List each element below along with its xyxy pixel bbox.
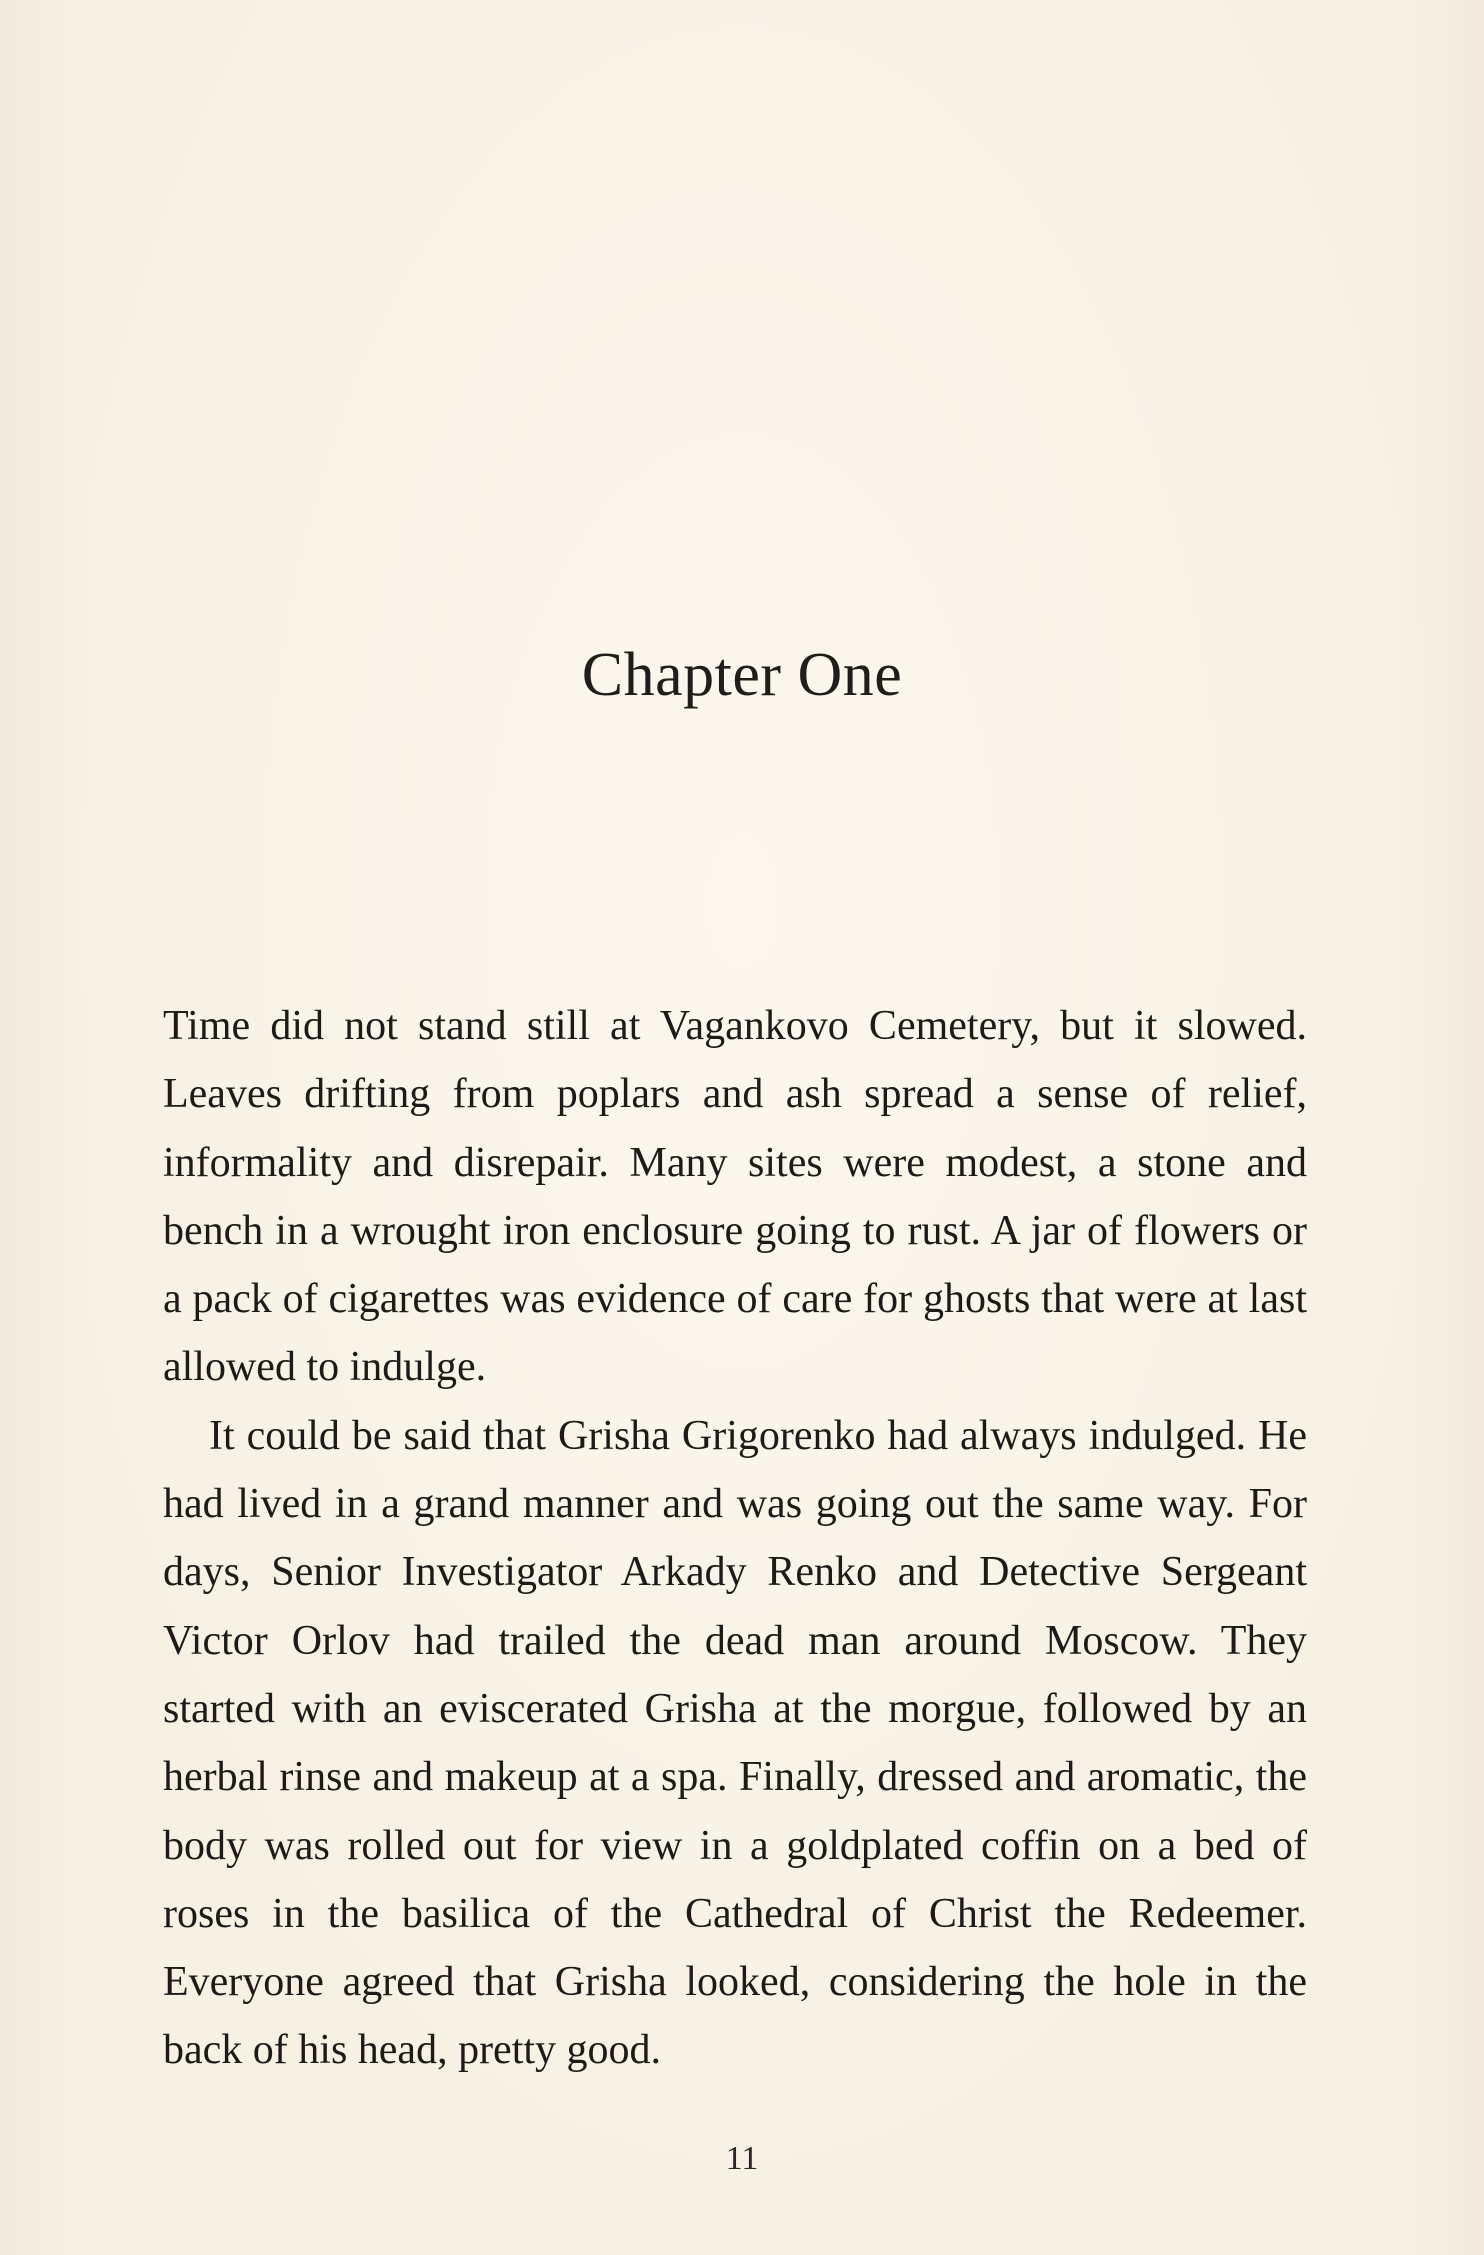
paragraph-2: It could be said that Grisha Grigorenko had always indulged. He had lived in a grand manner and was going out the same way. For days, Senior Investigator Arkady Renko and Detective Sergeant Victor Orlov had trailed the dead man around Moscow. They started with an eviscerated Grisha at the morgue, followed by an herbal rinse and makeup at a spa. Finally, dressed and aromatic, the body was rolled out for view in a goldplated coffin on a bed of roses in the basilica of the Cathedral of Christ the Redeemer. Everyone agreed that Grisha looked, considering the hole in the back of his head, pretty good. [163, 1412, 1307, 2074]
reverse-page-show-through [160, 170, 1340, 238]
paragraph-1: Time did not stand still at Vagankovo Cemetery, but it slowed. Leaves drifting from poplars and ash spread a sense of relief, informality and disrepair. Many sites were modest, a stone and bench in a wrought iron enclosure going to rust. A jar of flowers or a pack of cigarettes was evidence of care for ghosts that were at last allowed to indulge. [163, 1003, 1307, 1391]
chapter-title: Chapter One [581, 641, 903, 709]
page-number: 11 [725, 2140, 759, 2177]
chapter-body [163, 992, 1307, 2085]
